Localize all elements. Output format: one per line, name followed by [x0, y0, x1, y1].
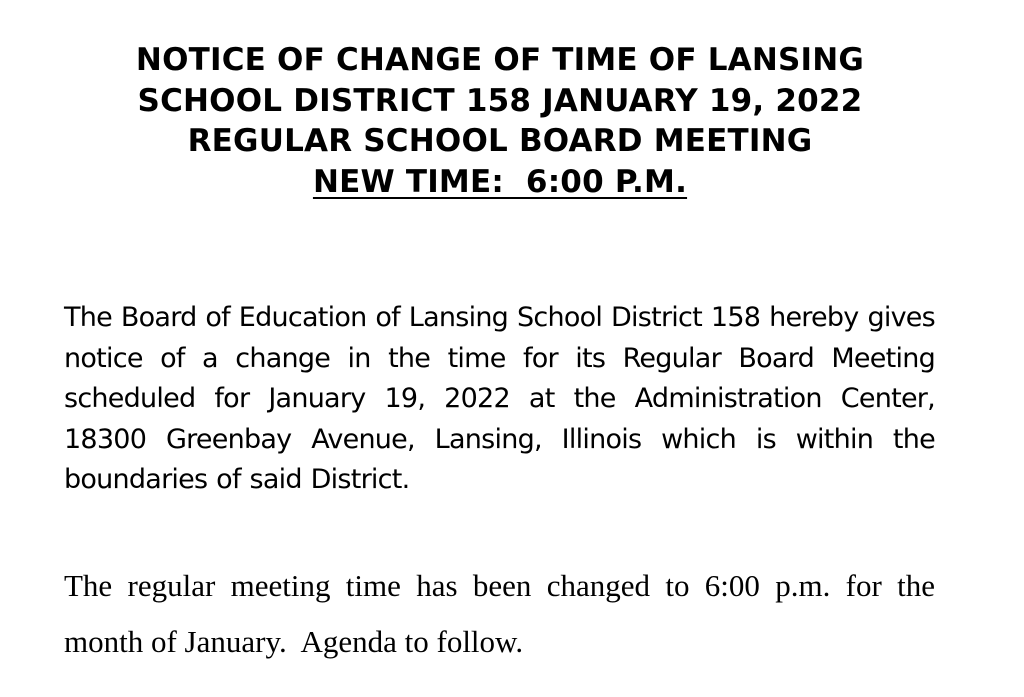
title-line-1: NOTICE OF CHANGE OF TIME OF LANSING: [135, 42, 865, 78]
notice-heading: [0, 40, 1000, 202]
title-line-2: SCHOOL DISTRICT 158 JANUARY 19, 2022: [137, 82, 863, 119]
notice-paragraph-2: The regular meeting time has been changed to 6:00 p.m. for the month of January. Agenda to follow.: [64, 568, 943, 659]
notice-paragraph-1: The Board of Education of Lansing School District 158 hereby gives notice of a change in the time for its Regular Board Meeting scheduled for January 19, 2022 at the Administration Center, 18300 Greenbay Avenue, Lansing, Illinois which is within the boundaries of said District.: [64, 302, 935, 496]
new-time-line: [0, 162, 1000, 203]
new-time-text: NEW TIME: 6:00 P.M.: [312, 163, 688, 200]
title-line-3: REGULAR SCHOOL BOARD MEETING: [187, 123, 813, 159]
